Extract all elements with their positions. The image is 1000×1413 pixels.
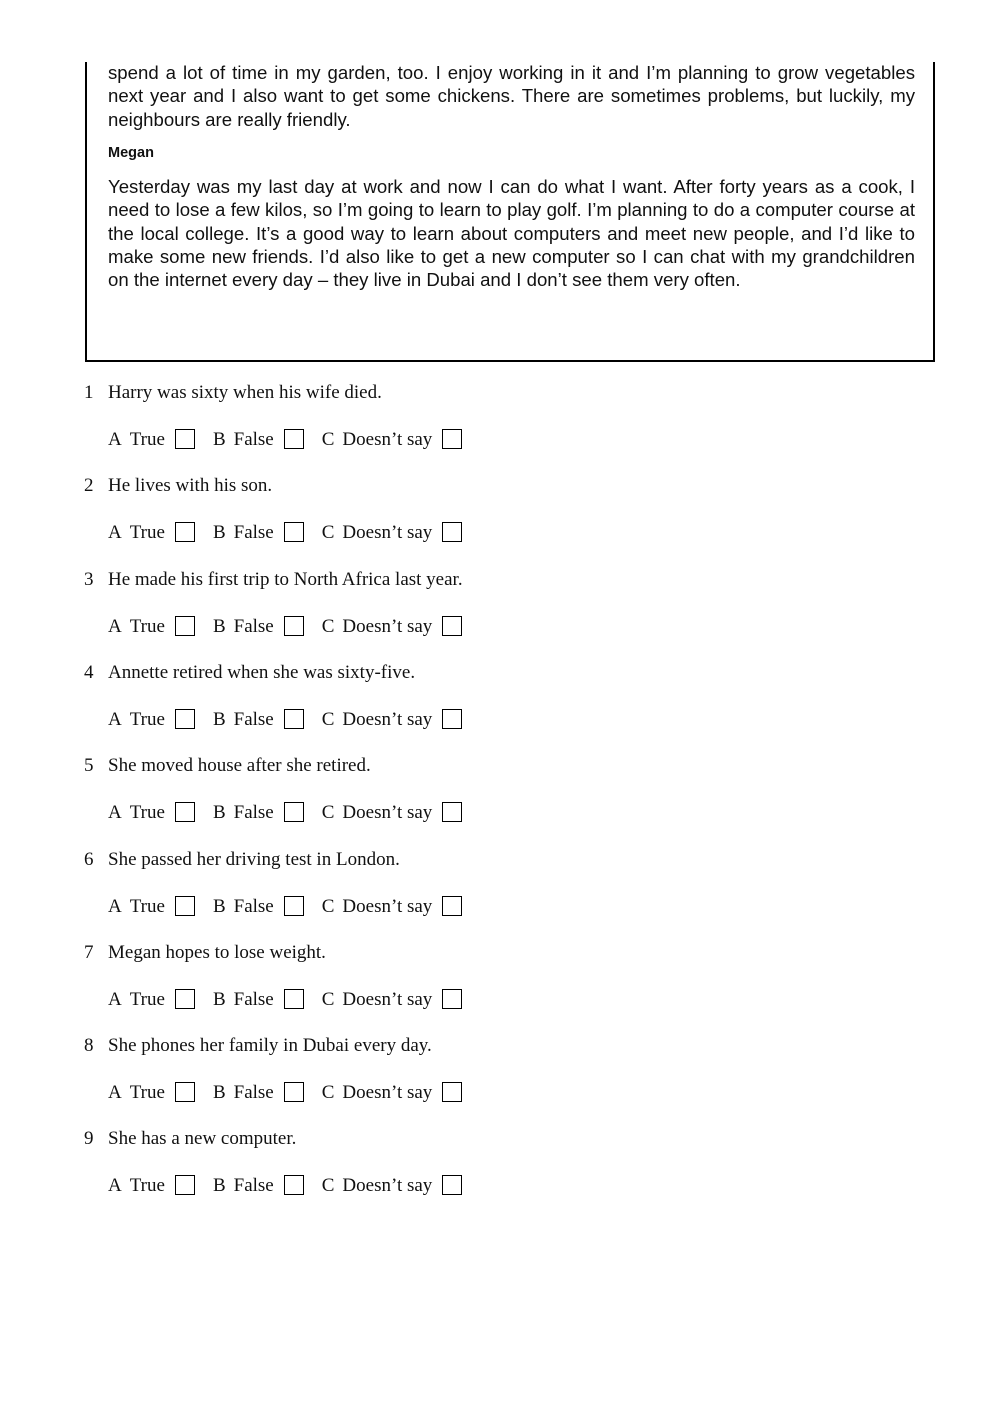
- question-number: 2: [84, 475, 94, 497]
- option-doesnt-say: [322, 1174, 463, 1198]
- false-checkbox[interactable]: [284, 1082, 304, 1102]
- question-number: 8: [84, 1035, 94, 1057]
- question-item: [84, 662, 784, 684]
- option-letter: A: [108, 895, 122, 917]
- option-label: False: [233, 988, 274, 1010]
- option-letter: B: [212, 708, 226, 730]
- option-doesnt-say: [322, 895, 463, 919]
- harry-passage-text: spend a lot of time in my garden, too. I enjoy working in it and I’m planning to grow vegetables next year and I also want to get some chickens. There are sometimes problems, but luckily, my neighbours are really friendly.: [108, 62, 915, 130]
- question-item: [84, 1128, 784, 1150]
- option-doesnt-say: [322, 801, 463, 825]
- false-checkbox[interactable]: [284, 1175, 304, 1195]
- question-text: He lives with his son.: [108, 475, 273, 497]
- true-checkbox[interactable]: [175, 896, 195, 916]
- option-label: Doesn’t say: [342, 1082, 433, 1104]
- doesnt-say-checkbox[interactable]: [442, 802, 462, 822]
- option-letter: A: [108, 1082, 122, 1104]
- true-checkbox[interactable]: [175, 989, 195, 1009]
- option-label: Doesn’t say: [342, 802, 433, 824]
- option-letter: A: [108, 1175, 122, 1197]
- option-label: False: [233, 1082, 274, 1104]
- option-false: [213, 1174, 304, 1198]
- option-true: [108, 895, 195, 919]
- answer-options: [108, 1081, 462, 1105]
- question-item: [84, 382, 784, 404]
- option-letter: C: [321, 615, 335, 637]
- false-checkbox[interactable]: [284, 522, 304, 542]
- true-checkbox[interactable]: [175, 1175, 195, 1195]
- option-doesnt-say: [322, 521, 463, 545]
- question-text: Harry was sixty when his wife died.: [108, 382, 382, 403]
- doesnt-say-checkbox[interactable]: [442, 989, 462, 1009]
- option-letter: A: [108, 522, 122, 544]
- question-number: 1: [84, 382, 94, 403]
- option-label: False: [233, 522, 274, 544]
- question-item: [84, 849, 784, 871]
- option-label: Doesn’t say: [342, 615, 433, 637]
- megan-passage-text: Yesterday was my last day at work and now I can do what I want. After forty years as a cook, I need to lose a few kilos, so I’m going to learn to play golf. I’m planning to do a computer course at the local college. It’s a good way to learn about computers and meet new people, and I’d like to make some new friends. I’d also like to get a new computer so I can chat with my grandchildren on the internet every day – they live in Dubai and I don’t see them very often.: [108, 176, 915, 291]
- question-text: She has a new computer.: [108, 1128, 297, 1150]
- question-item: [84, 942, 784, 964]
- true-checkbox[interactable]: [175, 522, 195, 542]
- option-false: [213, 521, 304, 545]
- doesnt-say-checkbox[interactable]: [442, 522, 462, 542]
- option-label: True: [129, 1082, 165, 1104]
- option-label: Doesn’t say: [342, 1175, 433, 1197]
- question-text: She passed her driving test in London.: [108, 848, 400, 870]
- true-checkbox[interactable]: [175, 709, 195, 729]
- option-doesnt-say: [322, 615, 463, 639]
- option-label: False: [233, 615, 274, 637]
- option-label: Doesn’t say: [342, 708, 433, 730]
- question-item: [84, 1035, 784, 1057]
- option-false: [213, 988, 304, 1012]
- option-label: False: [233, 429, 274, 450]
- option-letter: C: [321, 522, 335, 544]
- question-text: She moved house after she retired.: [108, 755, 371, 777]
- question-number: 3: [84, 568, 94, 590]
- doesnt-say-checkbox[interactable]: [442, 429, 462, 449]
- option-label: Doesn’t say: [342, 522, 433, 544]
- option-false: [213, 895, 304, 919]
- option-label: True: [129, 988, 165, 1010]
- option-letter: B: [212, 988, 226, 1010]
- false-checkbox[interactable]: [284, 896, 304, 916]
- option-letter: C: [321, 988, 335, 1010]
- option-false: [213, 428, 304, 452]
- option-label: False: [233, 708, 274, 730]
- option-letter: B: [212, 429, 226, 450]
- doesnt-say-checkbox[interactable]: [442, 616, 462, 636]
- option-letter: A: [108, 988, 122, 1010]
- doesnt-say-checkbox[interactable]: [442, 1082, 462, 1102]
- option-true: [108, 1081, 195, 1105]
- option-label: True: [129, 802, 165, 824]
- option-doesnt-say: [322, 988, 463, 1012]
- option-true: [108, 708, 195, 732]
- option-letter: B: [212, 802, 226, 824]
- false-checkbox[interactable]: [284, 429, 304, 449]
- option-letter: A: [108, 802, 122, 824]
- option-true: [108, 1174, 195, 1198]
- question-number: 6: [84, 848, 94, 870]
- option-false: [213, 615, 304, 639]
- option-label: Doesn’t say: [342, 988, 433, 1010]
- question-number: 5: [84, 755, 94, 777]
- option-label: Doesn’t say: [342, 895, 433, 917]
- option-true: [108, 801, 195, 825]
- option-doesnt-say: [322, 428, 463, 452]
- option-label: True: [129, 429, 165, 450]
- option-label: True: [129, 708, 165, 730]
- option-letter: B: [212, 1082, 226, 1104]
- option-label: True: [129, 522, 165, 544]
- option-true: [108, 521, 195, 545]
- option-letter: C: [321, 895, 335, 917]
- false-checkbox[interactable]: [284, 709, 304, 729]
- option-true: [108, 615, 195, 639]
- true-checkbox[interactable]: [175, 429, 195, 449]
- option-false: [213, 801, 304, 825]
- question-item: [84, 569, 784, 591]
- option-letter: C: [321, 802, 335, 824]
- answer-options: [108, 521, 462, 545]
- option-label: False: [233, 895, 274, 917]
- question-text: Megan hopes to lose weight.: [108, 941, 326, 963]
- option-letter: C: [321, 1175, 335, 1197]
- question-item: [84, 755, 784, 777]
- option-doesnt-say: [322, 708, 463, 732]
- answer-options: [108, 895, 462, 919]
- megan-heading: Megan: [108, 145, 154, 161]
- option-letter: C: [321, 708, 335, 730]
- question-number: 9: [84, 1128, 94, 1150]
- false-checkbox[interactable]: [284, 616, 304, 636]
- option-letter: B: [212, 615, 226, 637]
- answer-options: [108, 801, 462, 825]
- option-doesnt-say: [322, 1081, 463, 1105]
- answer-options: [108, 708, 462, 732]
- option-letter: A: [108, 615, 122, 637]
- false-checkbox[interactable]: [284, 802, 304, 822]
- question-number: 7: [84, 941, 94, 963]
- option-label: True: [129, 615, 165, 637]
- option-letter: A: [108, 708, 122, 730]
- option-label: True: [129, 895, 165, 917]
- option-letter: A: [108, 429, 122, 450]
- question-text: She phones her family in Dubai every day.: [108, 1035, 432, 1057]
- true-checkbox[interactable]: [175, 1082, 195, 1102]
- question-number: 4: [84, 661, 94, 683]
- option-false: [213, 708, 304, 732]
- answer-options: [108, 615, 462, 639]
- question-item: [84, 475, 784, 497]
- option-label: Doesn’t say: [342, 429, 433, 450]
- option-letter: B: [212, 522, 226, 544]
- option-false: [213, 1081, 304, 1105]
- option-letter: B: [212, 895, 226, 917]
- option-label: False: [233, 802, 274, 824]
- doesnt-say-checkbox[interactable]: [442, 896, 462, 916]
- option-letter: B: [212, 1175, 226, 1197]
- option-label: True: [129, 1175, 165, 1197]
- doesnt-say-checkbox[interactable]: [442, 709, 462, 729]
- true-checkbox[interactable]: [175, 802, 195, 822]
- option-letter: C: [321, 429, 335, 450]
- question-text: Annette retired when she was sixty-five.: [108, 661, 416, 683]
- true-checkbox[interactable]: [175, 616, 195, 636]
- answer-options: [108, 428, 462, 452]
- answer-options: [108, 988, 462, 1012]
- question-text: He made his first trip to North Africa last year.: [108, 568, 463, 590]
- option-letter: C: [321, 1082, 335, 1104]
- doesnt-say-checkbox[interactable]: [442, 1175, 462, 1195]
- answer-options: [108, 1174, 462, 1198]
- false-checkbox[interactable]: [284, 989, 304, 1009]
- option-true: [108, 988, 195, 1012]
- option-label: False: [233, 1175, 274, 1197]
- option-true: [108, 428, 195, 452]
